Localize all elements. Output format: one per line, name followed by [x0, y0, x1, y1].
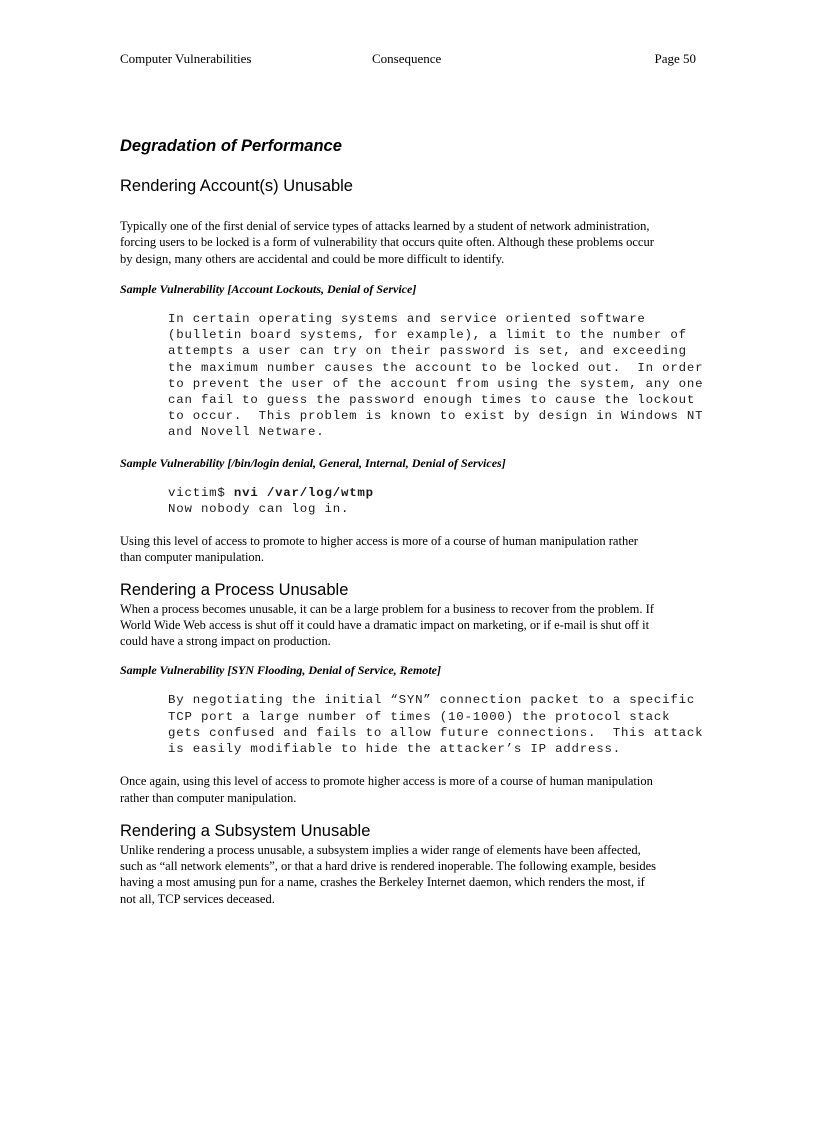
text-line: Once again, using this level of access to promote higher access is more of a course of human manipulation — [120, 774, 653, 789]
text-line: forcing users to be locked is a form of vulnerability that occurs quite often. Although these problems occur — [120, 235, 654, 250]
header-chapter: Consequence — [372, 51, 442, 66]
code-line: can fail to guess the password enough times to cause the lockout — [168, 392, 696, 407]
text-line: such as “all network elements”, or that a hard drive is rendered inoperable. The following example, besides — [120, 859, 657, 874]
shell-prompt: victim$ — [168, 485, 234, 500]
text-line: having a most amusing pun for a name, crashes the Berkeley Internet daemon, which renders the most, if — [120, 875, 645, 890]
subsection-title-account-unusable: Rendering Account(s) Unusable — [120, 177, 353, 195]
text-line: Unlike rendering a process unusable, a subsystem implies a wider range of elements have been affected, — [120, 842, 641, 857]
header-page-number: Page 50 — [654, 51, 696, 66]
code-line: attempts a user can try on their password is set, and exceeding — [168, 344, 687, 359]
code-line: and Novell Netware. — [168, 425, 325, 440]
paragraph-account-intro — [120, 218, 700, 267]
code-line: gets confused and fails to allow future connections. This attack — [168, 725, 704, 740]
text-line: When a process becomes unusable, it can be a large problem for a business to recover from the problem. If — [120, 601, 654, 616]
code-line: By negotiating the initial “SYN” connection packet to a specific — [168, 693, 696, 708]
text-line: not all, TCP services deceased. — [120, 891, 275, 906]
paragraph-subsystem-intro — [120, 842, 700, 907]
shell-command: nvi /var/log/wtmp — [233, 485, 374, 500]
section-title: Degradation of Performance — [120, 137, 342, 155]
subsection-title-subsystem-unusable: Rendering a Subsystem Unusable — [120, 821, 371, 840]
code-line: to prevent the user of the account from using the system, any one — [168, 376, 704, 391]
page-content — [120, 136, 704, 907]
paragraph-account-conclusion — [120, 533, 700, 566]
code-line: the maximum number causes the account to be locked out. In order — [168, 360, 704, 375]
sample-vulnerability-heading: Sample Vulnerability [SYN Flooding, Denial of Service, Remote] — [120, 663, 441, 678]
sample-vulnerability-heading: Sample Vulnerability [Account Lockouts, Denial of Service] — [120, 281, 417, 296]
code-line: (bulletin board systems, for example), a limit to the number of — [168, 328, 687, 343]
text-line: Using this level of access to promote to higher access is more of a course of human manipulation rather — [120, 533, 638, 548]
code-block-login-denial — [168, 485, 700, 517]
code-block-account-lockouts — [168, 311, 704, 441]
subsection-title-process-unusable: Rendering a Process Unusable — [120, 580, 349, 599]
code-line: In certain operating systems and service oriented software — [168, 311, 646, 326]
text-line: by design, many others are accidental and could be more difficult to identify. — [120, 251, 505, 266]
text-line: Typically one of the first denial of service types of attacks learned by a student of network administration, — [120, 219, 650, 233]
text-line: World Wide Web access is shut off it could have a dramatic impact on marketing, or if e-mail is shut off it — [120, 617, 650, 632]
code-line: TCP port a large number of times (10-1000) the protocol stack — [168, 709, 671, 724]
code-line: Now nobody can log in. — [168, 501, 350, 516]
paragraph-process-intro — [120, 601, 700, 650]
text-line: could have a strong impact on production. — [120, 634, 331, 649]
code-line — [168, 485, 700, 501]
text-line: than computer manipulation. — [120, 550, 265, 565]
code-line: to occur. This problem is known to exist by design in Windows NT — [168, 409, 704, 424]
code-block-syn-flooding — [168, 692, 704, 757]
text-line: rather than computer manipulation. — [120, 790, 297, 805]
header-title: Computer Vulnerabilities — [120, 51, 252, 66]
sample-vulnerability-heading: Sample Vulnerability [/bin/login denial, General, Internal, Denial of Services] — [120, 455, 506, 470]
code-line: is easily modifiable to hide the attacker’s IP address. — [168, 742, 621, 757]
paragraph-process-conclusion — [120, 773, 700, 806]
